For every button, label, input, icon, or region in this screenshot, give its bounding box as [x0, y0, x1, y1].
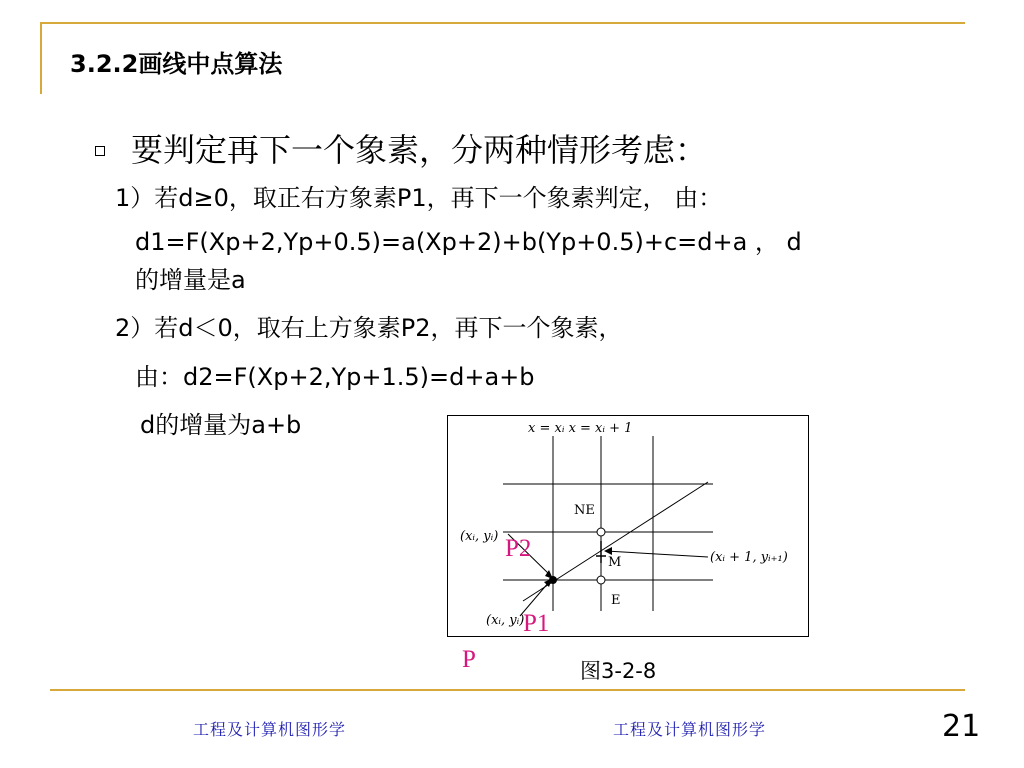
slide-title: 3.2.2画线中点算法 — [70, 50, 283, 78]
label-e: E — [611, 593, 621, 608]
body-line-3: 的增量是a — [135, 266, 246, 294]
label-xi-yi-bottom: (xᵢ, yᵢ) — [486, 613, 525, 628]
point-e — [597, 576, 605, 584]
footer-left: 工程及计算机图形学 — [193, 720, 347, 739]
midpoint-grid-diagram — [448, 416, 808, 636]
bottom-rule — [50, 689, 965, 691]
footer-right: 工程及计算机图形学 — [613, 720, 767, 739]
bullet-text: 要判定再下一个象素，分两种情形考虑： — [131, 131, 708, 169]
p2-label: P2 — [505, 535, 532, 562]
label-xi1-yi1: (xᵢ + 1, yᵢ₊₁) — [710, 550, 788, 565]
square-bullet-icon — [95, 146, 105, 156]
point-ne — [597, 528, 605, 536]
top-rule — [40, 22, 965, 24]
left-rule — [40, 22, 42, 94]
body-line-1: 1）若d≥0，取正右方象素P1，再下一个象素判定， 由： — [115, 184, 723, 212]
body-line-5: 由：d2=F(Xp+2,Yp+1.5)=d+a+b — [135, 363, 535, 391]
page-number: 21 — [942, 709, 981, 744]
label-m: M — [608, 555, 622, 570]
body-line-2: d1=F(Xp+2,Yp+0.5)=a(Xp+2)+b(Yp+0.5)+c=d+a ， d — [135, 228, 802, 256]
label-xi-yi-top: (xᵢ, yᵢ) — [460, 529, 499, 544]
body-line-6: d的增量为a+b — [140, 411, 302, 439]
bullet-item — [95, 123, 707, 173]
p1-label: P1 — [523, 610, 550, 637]
p-label: P — [462, 646, 476, 673]
point-p — [549, 576, 557, 584]
midpoint-figure — [447, 415, 809, 637]
body-line-4: 2）若d＜0，取右上方象素P2，再下一个象素， — [115, 314, 623, 342]
grid-header-label: x = xᵢ x = xᵢ + 1 — [528, 421, 633, 436]
figure-caption: 图3-2-8 — [580, 659, 657, 683]
label-ne: NE — [574, 503, 595, 518]
